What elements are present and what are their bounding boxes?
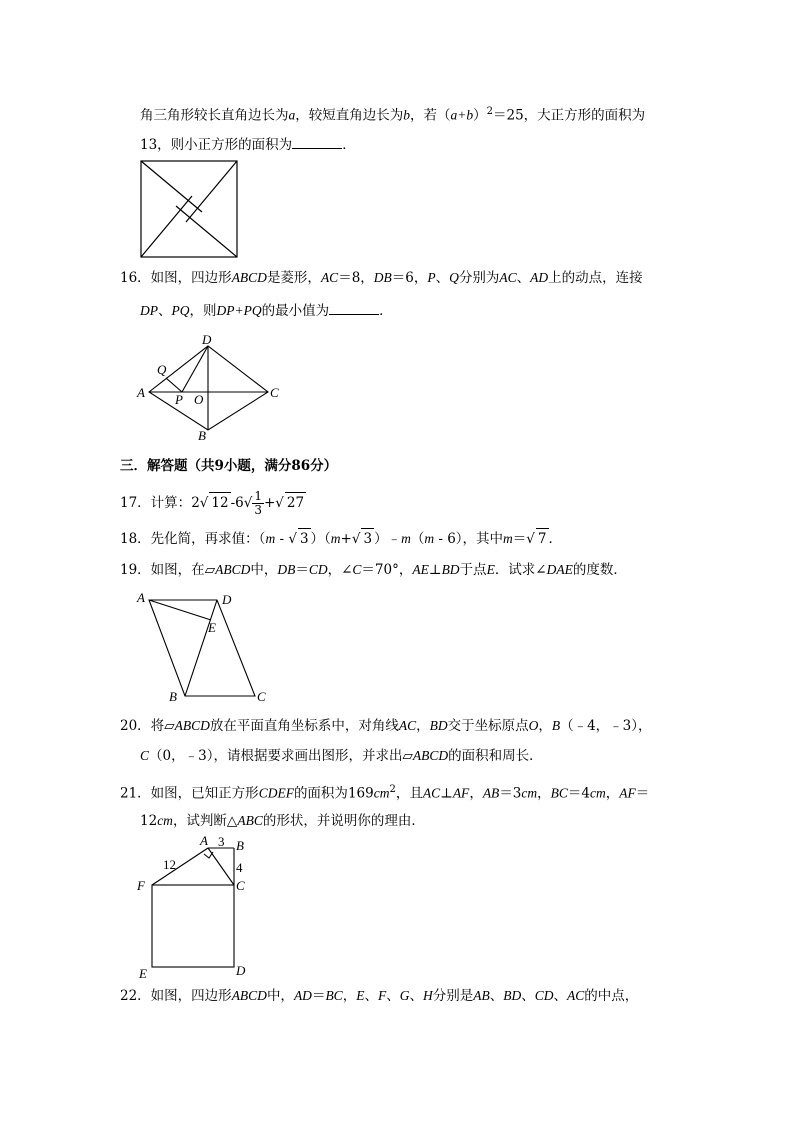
q21-line-2: 12cm，试判断△ABC的形状，并说明你的理由． (140, 813, 425, 829)
label-C: C (236, 878, 245, 893)
label-E: E (208, 620, 216, 635)
label-C: C (257, 689, 266, 704)
label-B: B (169, 689, 177, 704)
q16-line-2: DP、PQ，则DP+PQ的最小值为 ． (140, 300, 393, 321)
q16-figure (135, 330, 290, 442)
label-AB-length: 3 (218, 834, 225, 849)
q15-line-1: 角三角形较长直角边长为a，较短直角边长为b，若$(a+b)^2=25$，大正方形的面积为 (140, 106, 646, 124)
q19-line: 19．如图，在▱ABCD中，DB＝CD，∠C＝70°，AE⊥BD于点E．试求∠DAE的度数． (120, 562, 627, 578)
q18-line: 18．先化简，再求值：（m - √ 3 ）（m+√ 3 ）﹣m（m - 6），其中m＝√ 7 ． (120, 528, 562, 549)
label-D: D (236, 963, 246, 978)
label-AF-length: 12 (163, 857, 176, 872)
q15-line-2: 13，则小正方形的面积为 ． (140, 134, 356, 155)
answer-blank (292, 134, 342, 149)
answer-blank (329, 300, 379, 315)
label-E: E (139, 966, 147, 980)
fraction: $\frac{1}{3}$ (254, 489, 262, 517)
label-P: P (175, 392, 183, 407)
q20-line-1: 20．将▱ABCD放在平面直角坐标系中，对角线AC，BD交于坐标原点O，B（﹣4，﹣3）， (120, 718, 652, 734)
q20-line-2: C（0，﹣3），请根据要求画出图形，并求出▱ABCD的面积和周长． (140, 748, 543, 764)
label-BC-length: 4 (236, 860, 243, 875)
label-C: C (270, 385, 279, 400)
label-D: D (222, 592, 232, 607)
label-Q: Q (157, 362, 167, 377)
q21-line-1: 21．如图，已知正方形CDEF的面积为$169cm^2$，且AC⊥AF，AB＝3cm，BC＝4cm，AF＝ (120, 784, 650, 802)
label-O: O (194, 392, 204, 407)
label-A: A (137, 590, 145, 605)
q22-line: 22．如图，四边形ABCD中，AD＝BC，E、F、G、H分别是AB、BD、CD、AC的中点， (120, 988, 639, 1004)
q21-figure (135, 832, 255, 980)
q17-line: 17．计算：2√ 12 -6√ $\frac{1}{3}$ +√ 27 (120, 489, 305, 517)
q16-line-1: 16．如图，四边形ABCD是菱形，AC＝8，DB＝6，P、Q分别为AC、AD上的动点，连接 (120, 270, 643, 286)
section-heading: 三．解答题（共9小题，满分86分） (120, 458, 338, 474)
label-B: B (198, 428, 206, 442)
label-B: B (236, 838, 244, 853)
label-A: A (137, 385, 145, 400)
label-D: D (202, 332, 212, 347)
label-A: A (200, 833, 208, 848)
q19-figure (135, 588, 275, 706)
q15-figure (140, 160, 240, 260)
label-F: F (137, 878, 145, 893)
